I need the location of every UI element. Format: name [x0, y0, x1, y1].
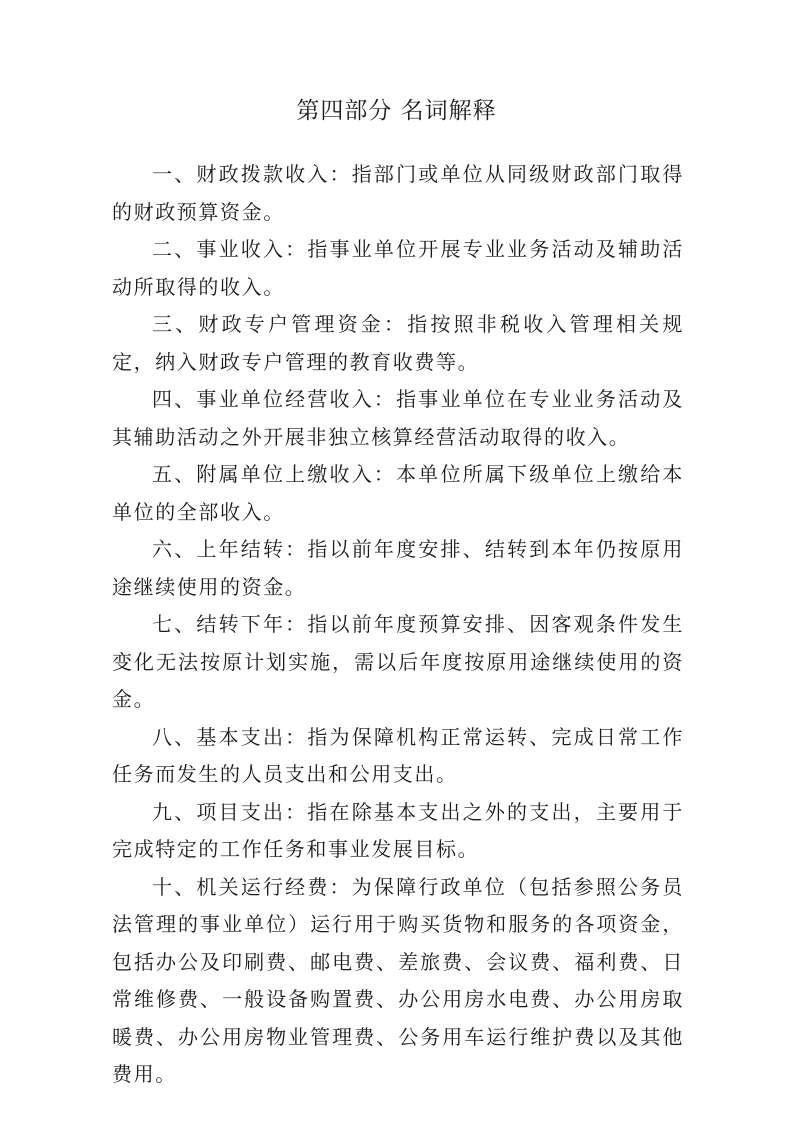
definition-paragraph: 五、附属单位上缴收入：本单位所属下级单位上缴给本单位的全部收入。 — [112, 462, 684, 524]
definition-paragraph: 十、机关运行经费：为保障行政单位（包括参照公务员法管理的事业单位）运行用于购买货物和服务的各项资金，包括办公及印刷费、邮电费、差旅费、会议费、福利费、日常维修费、一般设备购置费、办公用房水电费、办公用房取暖费、办公用房物业管理费、公务用车运行维护费以及其他费用。 — [112, 874, 684, 1086]
definition-paragraph: 四、事业单位经营收入：指事业单位在专业业务活动及其辅助活动之外开展非独立核算经营活动取得的收入。 — [112, 387, 684, 449]
definitions-body — [112, 156, 684, 1094]
definition-paragraph: 二、事业收入：指事业单位开展专业业务活动及辅助活动所取得的收入。 — [112, 237, 684, 299]
definition-paragraph: 三、财政专户管理资金：指按照非税收入管理相关规定，纳入财政专户管理的教育收费等。 — [112, 312, 684, 374]
definition-paragraph: 九、项目支出：指在除基本支出之外的支出，主要用于完成特定的工作任务和事业发展目标。 — [112, 799, 684, 861]
page-title: 第四部分 名词解释 — [296, 98, 497, 124]
definition-paragraph: 一、财政拨款收入：指部门或单位从同级财政部门取得的财政预算资金。 — [112, 162, 684, 224]
definition-paragraph: 八、基本支出：指为保障机构正常运转、完成日常工作任务而发生的人员支出和公用支出。 — [112, 724, 684, 786]
definition-paragraph: 六、上年结转：指以前年度安排、结转到本年仍按原用途继续使用的资金。 — [112, 537, 684, 599]
definition-paragraph: 七、结转下年：指以前年度预算安排、因客观条件发生变化无法按原计划实施，需以后年度按原用途继续使用的资金。 — [112, 612, 684, 711]
